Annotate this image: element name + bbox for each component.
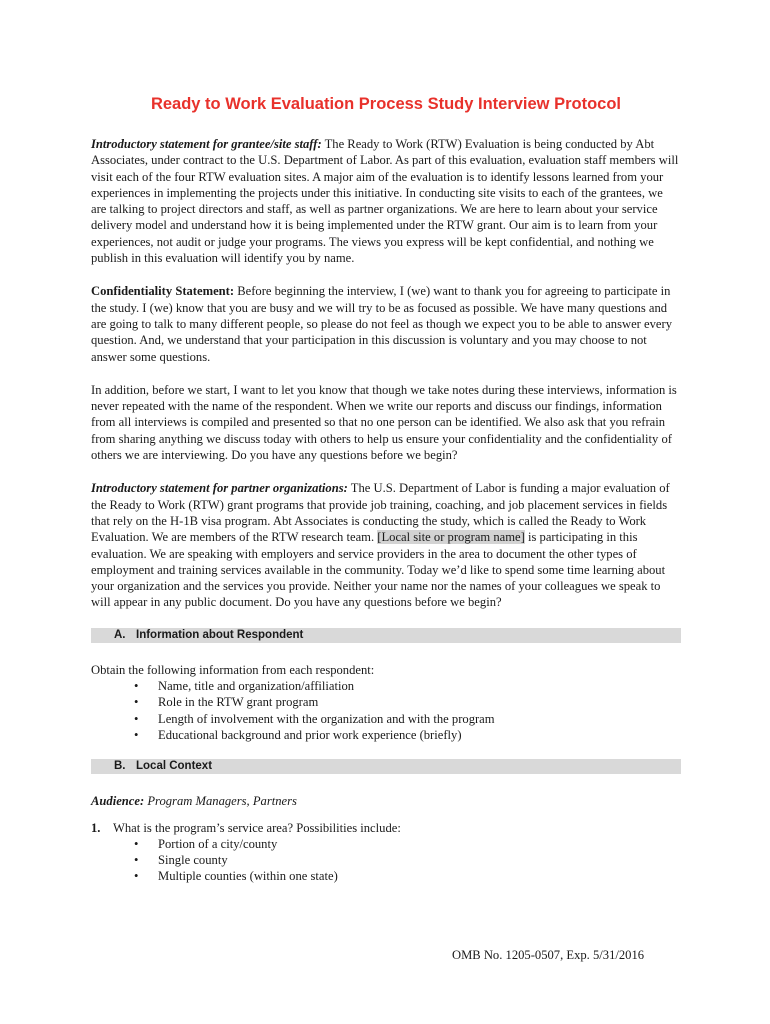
list-item: • Portion of a city/county: [134, 836, 278, 851]
site-name-placeholder: [Local site or program name]: [377, 530, 525, 545]
section-a-intro: Obtain the following information from each respondent:: [91, 662, 375, 677]
section-b-title: Local Context: [136, 760, 213, 773]
confidentiality-lead: Confidentiality Statement:: [91, 284, 235, 299]
bullet-icon: •: [134, 711, 139, 726]
question-text: What is the program’s service area? Possibilities include:: [113, 820, 401, 835]
intro-grantee-lead: Introductory statement for grantee/site staff:: [91, 137, 322, 151]
bullet-icon: •: [134, 695, 139, 710]
list-item: • Single county: [134, 853, 228, 868]
notes-paragraph: In addition, before we start, I want to let you know that though we take notes during these interviews, information is never repeated with the name of the respondent. When we write our reports and discuss our findings, information from all interviews is compiled and presented so that no one person can be identified. We also ask that you refrain from sharing anything we discuss today with others to help us ensure your confidentiality and the confidentiality of others we are interviewing. Do you have any questions before we begin?: [91, 382, 677, 463]
intro-grantee-paragraph: [91, 136, 681, 266]
bullet-icon: •: [134, 727, 139, 742]
list-item: • Role in the RTW grant program: [134, 695, 319, 710]
section-b-heading: [91, 759, 681, 774]
question-1: [91, 820, 681, 836]
list-item: • Educational background and prior work experience (briefly): [134, 727, 462, 742]
intro-partner-paragraph: [91, 480, 681, 610]
confidentiality-text: Before beginning the interview, I (we) want to thank you for agreeing to participate in the study. I (we) know that you are busy and we will try to be as focused as possible. We have many questions and are going to talk to many different people, so please do not feel as though we expect you to be able to answer every question. And, we understand that your participation in this discussion is voluntary and you may choose to not answer some questions.: [91, 284, 672, 364]
section-a-heading: [91, 628, 681, 643]
confidentiality-paragraph: [91, 283, 681, 364]
list-item: • Multiple counties (within one state): [134, 869, 338, 884]
omb-footer: OMB No. 1205-0507, Exp. 5/31/2016: [452, 948, 645, 962]
section-b-letter: B.: [114, 760, 126, 773]
list-item: • Length of involvement with the organization and with the program: [134, 711, 495, 726]
intro-grantee-text: The Ready to Work (RTW) Evaluation is being conducted by Abt Associates, under contract to the U.S. Department of Labor. As part of this evaluation, evaluation staff members will visit each of the four RTW evaluation sites. A major aim of the evaluation is to identify lessons learned from your experiences in implementing the projects under this initiative. In conducting site visits to each of the grantees, we are talking to project directors and staff, as well as partner organizations. We are here to learn about your service delivery model and understand how it is being implemented under the RTW grant. Our aim is to learn from your experiences, not audit or judge your programs. The views you express will be kept confidential, and nothing we publish in this evaluation will identify you by name.: [91, 137, 679, 266]
list-item: • Name, title and organization/affiliation: [134, 679, 355, 694]
intro-partner-lead: Introductory statement for partner organizations:: [91, 481, 348, 496]
section-a-letter: A.: [114, 628, 126, 641]
audience-value: Program Managers, Partners: [144, 794, 297, 809]
bullet-icon: •: [134, 836, 139, 851]
service-area-list: [91, 836, 681, 885]
audience-label: Audience:: [91, 794, 145, 809]
bullet-icon: •: [134, 869, 139, 884]
section-a-title: Information about Respondent: [136, 628, 304, 641]
audience-line: [91, 793, 681, 809]
intro-partner-text-after: is participating in this evaluation. We are speaking with employers and service providers in the area to document the other types of employment and training services available in the community. Today we’d like to spend some time learning about your organization and the services you provide. Neither your name nor the names of your colleagues we speak to will appear in any public document. Do you have any questions before we begin?: [91, 530, 666, 610]
question-number: 1.: [91, 820, 101, 835]
intro-partner-text-before: The U.S. Department of Labor is funding a major evaluation of the Ready to Work (RTW) grant programs that provide job training, coaching, and job placement services in fields that rely on the H-1B visa program. Abt Associates is conducting the study, which is called the Ready to Work Evaluation. We are members of the RTW research team.: [91, 481, 670, 545]
bullet-icon: •: [134, 853, 139, 868]
bullet-icon: •: [134, 679, 139, 694]
page-title: Ready to Work Evaluation Process Study Interview Protocol: [150, 95, 622, 113]
respondent-info-list: [91, 678, 681, 743]
document-page: [91, 88, 681, 901]
